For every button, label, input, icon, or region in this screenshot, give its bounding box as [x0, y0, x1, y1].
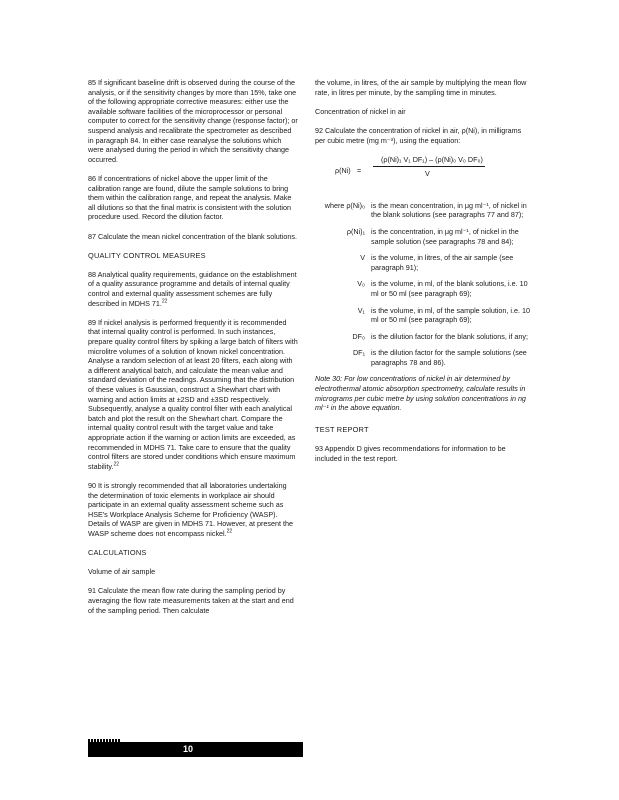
equation-fraction-bar [373, 166, 485, 167]
definition-row [315, 227, 532, 246]
equation-numerator: (ρ(Ni)₁ V₁ DF₁) – (ρ(Ni)₀ V₀ DF₀) [381, 154, 483, 164]
quality-control-heading: QUALITY CONTROL MEASURES [88, 250, 206, 260]
equation-definitions [315, 201, 532, 368]
paragraph-88-text: 88 Analytical quality requirements, guidance on the establishment of a quality assurance programme and details of internal quality control and external quality assessment schemes are fully described in MDHS 71. [88, 269, 297, 308]
paragraph-90-reference: 22 [226, 528, 233, 535]
definition-symbol: ρ(Ni)₀ [346, 200, 365, 210]
paragraph-86: 86 If concentrations of nickel above the upper limit of the calibration range are found, dilute the sample solutions to bring them within the calibration range, and repeat the analysis. Make all dilutions so that the final matrix is consistent with the solution procedure used. Record the dilution factor. [88, 173, 292, 222]
definition-symbol: DF₀ [352, 331, 365, 341]
footer-dither-mark [88, 739, 120, 742]
definition-description: is the volume, in litres, of the air sample (see paragraph 91); [371, 253, 514, 272]
definition-row [315, 253, 532, 272]
paragraph-88 [88, 270, 298, 308]
paragraph-89-text: 89 If nickel analysis is performed frequently it is recommended that internal quality control is performed. In such instances, prepare quality control filters by spiking a large batch of filters with microlitre volumes of a solution of known nickel concentration. Analyse a random selection of at least 20 filters, each along with a different analytical batch, and calculate the mean value and standard deviation of the readings. Assuming that the distribution of these values is Gaussian, construct a Shewhart chart with warning and action limits at ±2SD and ±3SD respectively. Subsequently, analyse a quality control filter with each analytical batch and plot the result on the Shewhart chart. Compare the internal quality control result with the target value and take appropriate action if the warning or action limits are exceeded, as recommended in MDHS 71. Take care to ensure that the quality control filters are stored under conditions which ensure maximum stability. [88, 317, 298, 471]
note-30: Note 30: For low concentrations of nickel in air determined by electrothermal atomic absorption spectrometry, calculate results in micrograms per cubic metre by using solution concentrations in ng ml⁻¹ in the above equation. [315, 374, 526, 413]
where-label: where [324, 200, 345, 210]
calculations-heading: CALCULATIONS [88, 548, 147, 558]
page-footer-bar [88, 742, 303, 757]
equation-denominator: V [425, 168, 430, 178]
equation-equals: = [357, 165, 362, 175]
paragraph-89 [88, 318, 298, 472]
left-column [88, 78, 298, 625]
definition-description: is the volume, in ml, of the blank solutions, i.e. 10 ml or 50 ml (see paragraph 69); [371, 279, 528, 298]
page-number: 10 [183, 744, 194, 754]
paragraph-87: 87 Calculate the mean nickel concentration of the blank solutions. [88, 231, 297, 241]
paragraph-90 [88, 481, 298, 539]
paragraph-90-text: 90 It is strongly recommended that all laboratories undertaking the determination of toxic elements in workplace air should participate in an external quality assessment scheme such as HSE's Workplace Analysis Scheme for Proficiency (WASP). Details of WASP are given in MDHS 71. However, at present the WASP scheme does not encompass nickel. [88, 480, 293, 538]
equation-lhs: ρ(Ni) [335, 165, 351, 175]
definition-row [315, 279, 532, 298]
definition-description: is the concentration, in μg ml⁻¹, of nickel in the sample solution (see paragraphs 78 and 84); [371, 226, 519, 246]
definition-description: is the mean concentration, in μg ml⁻¹, of nickel in the blank solutions (see paragraphs 77 and 87); [371, 200, 527, 220]
definition-row [315, 348, 532, 367]
concentration-equation [315, 155, 532, 191]
paragraph-93: 93 Appendix D gives recommendations for information to be included in the test report. [315, 444, 506, 463]
volume-of-air-sample-heading: Volume of air sample [88, 567, 156, 577]
paragraph-91-continued: the volume, in litres, of the air sample by multiplying the mean flow rate, in litres per minute, by the sampling time in minutes. [315, 78, 527, 97]
definition-description: is the dilution factor for the sample solutions (see paragraphs 78 and 86). [371, 348, 527, 367]
definition-row [315, 201, 532, 220]
definition-symbol: V₀ [357, 279, 365, 289]
test-report-heading: TEST REPORT [315, 424, 369, 434]
definition-row [315, 332, 532, 342]
definition-description: is the volume, in ml, of the sample solution, i.e. 10 ml or 50 ml (see paragraph 69); [371, 305, 531, 325]
paragraph-85: 85 If significant baseline drift is observed during the course of the analysis, or if the sensitivity changes by more than 15%, take one of the following appropriate corrective measures: either use the available software facilities of the microprocessor or personal computer to correct for the sensitivity change (response factor); or suspend analysis and recalibrate the spectrometer as described in paragraph 84. In either case reanalyse the solutions which were analysed during the period in which the sensitivity change occurred. [88, 78, 298, 164]
paragraph-92: 92 Calculate the concentration of nickel in air, ρ(Ni), in milligrams per cubic metre (mg m⁻³), using the equation: [315, 125, 522, 145]
definition-row [315, 306, 532, 325]
paragraph-89-reference: 22 [113, 461, 119, 468]
definition-term [315, 201, 371, 220]
paragraph-91: 91 Calculate the mean flow rate during the sampling period by averaging the flow rate measurements taken at the start and end of the sampling period. Then calculate [88, 586, 294, 615]
definition-symbol: V₁ [357, 305, 365, 315]
concentration-heading: Concentration of nickel in air [315, 106, 406, 116]
right-column [315, 78, 532, 473]
definition-symbol: V [360, 253, 365, 263]
paragraph-88-reference: 22 [161, 298, 168, 305]
definition-symbol: ρ(Ni)₁ [346, 226, 365, 236]
definition-symbol: DF₁ [352, 348, 365, 358]
definition-description: is the dilution factor for the blank solutions, if any; [371, 331, 529, 341]
